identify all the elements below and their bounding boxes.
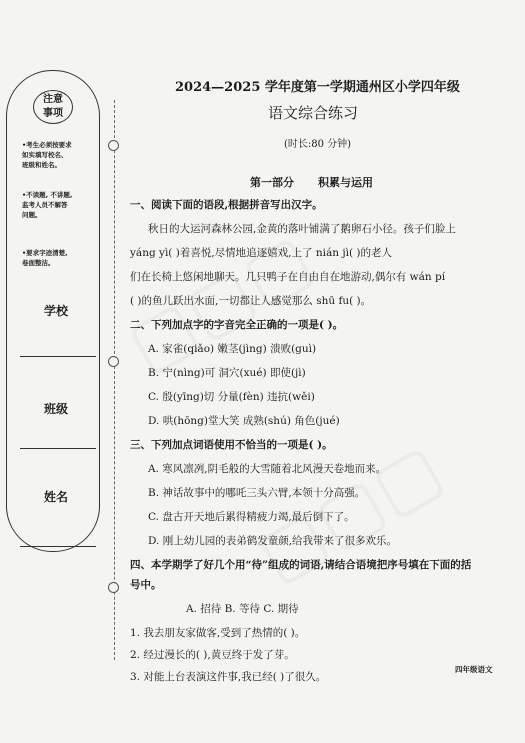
page-title: 2024—2025 学年度第一学期通州区小学四年级 [175, 80, 460, 95]
passage-line: ( )的鱼儿跃出水面,一切都让人感觉那么 shū fu( )。 [130, 295, 372, 307]
class-label: 班级 [44, 402, 69, 416]
question-1-prompt: 一、阅读下面的语段,根据拼音写出汉字。 [130, 199, 323, 211]
passage-line: 们在长椅上悠闲地聊天。几只鸭子在自由自在地游动,偶尔有 wán pí [130, 271, 446, 283]
name-label: 姓名 [44, 490, 69, 504]
name-field[interactable] [20, 546, 96, 547]
option-line: A. 寒风凛冽,阴毛般的大雪随着北风漫天卷地而来。 [148, 463, 387, 475]
notice-line: •考生必须按要求 [22, 141, 72, 149]
question-2-prompt: 二、下列加点字的字音完全正确的一项是( )。 [130, 319, 344, 331]
class-field[interactable] [20, 448, 96, 449]
binding-ring-icon [108, 582, 119, 593]
option-line: B. 神话故事中的哪吒三头六臂,本领十分高强。 [148, 487, 366, 499]
notice-line: 班级和姓名。 [22, 161, 61, 169]
blank-line: 3. 对能上台表演这件事,我已经( )了很久。 [130, 671, 327, 683]
section-part: 第一部分 [250, 176, 294, 189]
notice-title-2: 事项 [43, 108, 63, 119]
page-footer: 四年级语文 [455, 665, 493, 674]
option-line: B. 宁(nìng)可 洞穴(xué) 即使(jì) [148, 367, 306, 379]
passage-line: yáng yì( )着喜悦,尽情地追逐嬉戏,上了 nián jì( )的老人 [130, 247, 392, 259]
blank-line: 2. 经过漫长的( ),黄豆终于发了芽。 [130, 649, 295, 661]
binding-ring-icon [108, 140, 119, 151]
school-label: 学校 [44, 304, 69, 318]
option-line: C. 盘古开天地后累得精疲力竭,最后倒下了。 [148, 511, 355, 523]
blank-line: 1. 我去朋友家做客,受到了热情的( )。 [130, 627, 306, 639]
notice-line: 监考人员不解答 [22, 201, 68, 209]
notice-title-1: 注意 [43, 94, 63, 105]
option-line: D. 刚上幼儿园的表弟鹤发童颜,给我带来了很多欢乐。 [148, 535, 398, 547]
duration-note: (时长:80 分钟) [284, 139, 352, 150]
notice-line: •要求字迹清楚, [22, 249, 68, 257]
passage-line: 秋日的大运河森林公园,金黄的落叶铺满了鹅卵石小径。孩子们脸上 [148, 223, 456, 235]
notice-line: 卷面整洁。 [22, 259, 55, 267]
section-heading [250, 174, 373, 190]
notice-line: 问题。 [22, 211, 42, 219]
question-4-prompt: 四、本学期学了好几个用“待”组成的词语,请结合语境把序号填在下面的括 [130, 559, 472, 571]
question-3-prompt: 三、下列加点词语使用不恰当的一项是( )。 [130, 439, 333, 451]
section-name: 积累与运用 [318, 176, 373, 189]
cut-line [114, 100, 115, 660]
option-line: A. 家雀(qiǎo) 嫩茎(jìng) 溃败(guì) [148, 343, 317, 355]
question-4-prompt-cont: 号中。 [130, 579, 162, 591]
page-subtitle: 语文综合练习 [268, 104, 359, 122]
option-line: C. 殷(yīng)切 分量(fèn) 违抗(wěi) [148, 391, 315, 403]
notice-line: 如实填写校名、 [22, 151, 68, 159]
school-field[interactable] [20, 356, 96, 357]
option-line: A. 招待 B. 等待 C. 期待 [186, 603, 299, 615]
notice-line: •不读题, 不讲题, [22, 191, 73, 199]
notice-badge [33, 90, 73, 124]
option-line: D. 哄(hōng)堂大笑 成熟(shú) 角色(jué) [148, 415, 340, 427]
binding-ring-icon [108, 356, 119, 367]
